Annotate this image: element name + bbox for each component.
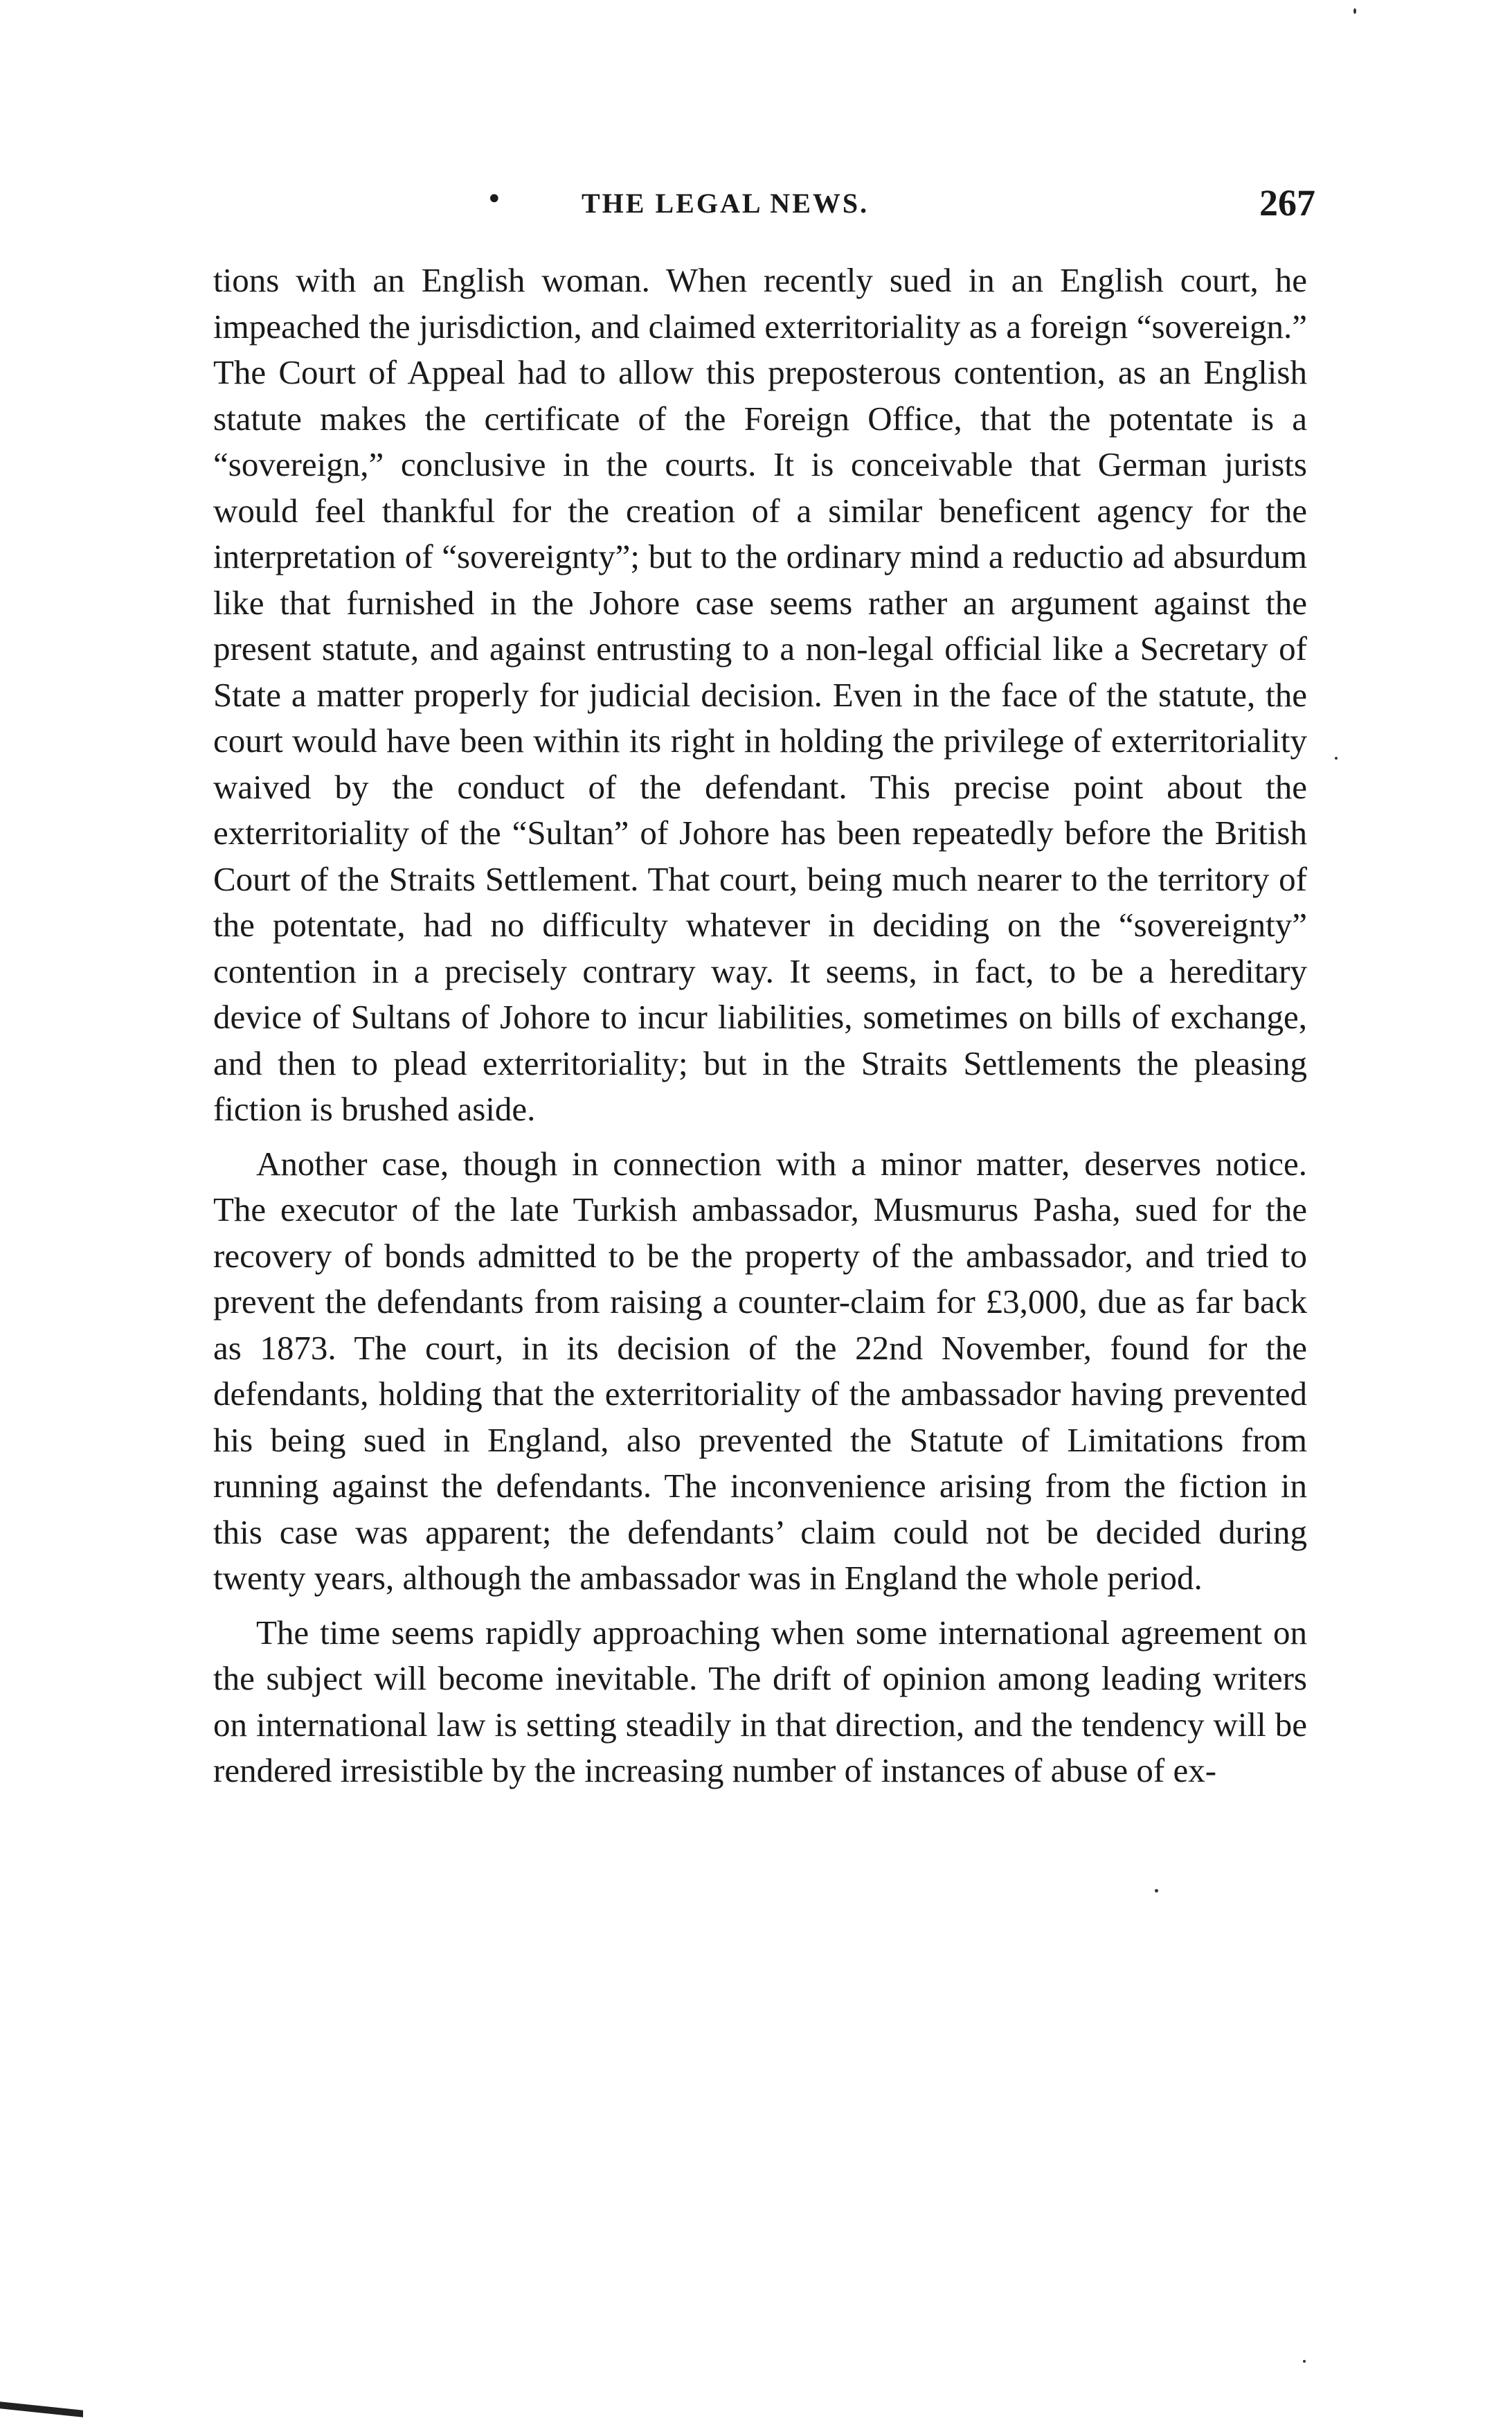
scan-speck (1155, 1889, 1158, 1892)
page-number: 267 (1259, 182, 1315, 224)
scan-speck (1303, 2360, 1306, 2363)
scan-edge-mark (0, 2383, 83, 2425)
header-bullet: • (486, 184, 503, 215)
scan-speck (1335, 757, 1338, 760)
paragraph-2: Another case, though in connection with a minor matter, deserves notice. The executor of the late Turkish ambassador, Musmurus Pasha, sued for the recovery of bonds admitted to be the property of the ambassador, and tried to prevent the defendants from raising a counter-claim for £3,000, due as far back as 1873. The court, in its decision of the 22nd November, found for the defendants, holding that the exterritoriality of the ambassador having prevented his being sued in England, also prevented the Statute of Limitations from running against the defendants. The inconvenience arising from the fiction in this case was apparent; the defendants’ claim could not be decided during twenty years, although the ambassador was in England the whole period. (213, 1144, 1307, 1597)
scan-speck (1353, 8, 1356, 14)
article-body (213, 258, 1307, 1794)
paragraph-3: The time seems rapidly approaching when some international agreement on the subject will become inevitable. The drift of opinion among leading writers on international law is setting steadily in that direction, and the tendency will be rendered irresistible by the increasing number of instances of abuse of ex- (213, 1613, 1307, 1789)
running-header (208, 181, 1315, 223)
journal-title: THE LEGAL NEWS. (582, 188, 870, 219)
paragraph-1: tions with an English woman. When recently sued in an English court, he impeached the jurisdiction, and claimed exterritoriality as a foreign “sovereign.” The Court of Appeal had to allow this preposterous contention, as an English statute makes the certificate of the Foreign Office, that the potentate is a “sovereign,” conclusive in the courts. It is conceivable that German jurists would feel thankful for the creation of a similar beneficent agency for the interpretation of “sovereignty”; but to the ordinary mind a reductio ad absurdum like that furnished in the Johore case seems rather an argument against the present statute, and against entrusting to a non-legal official like a Secretary of State a matter properly for judicial decision. Even in the face of the statute, the court would have been within its right in holding the privilege of exterritoriality waived by the conduct of the defendant. This precise point about the exterritoriality of the “Sultan” of Johore has been repeatedly before the British Court of the Straits Settlement. That court, being much nearer to the territory of the potentate, had no difficulty whatever in deciding on the “sovereignty” contention in a precisely contrary way. It seems, in fact, to be a hereditary device of Sultans of Johore to incur liabilities, sometimes on bills of exchange, and then to plead exterritoriality; but in the Straits Settlements the pleasing fiction is brushed aside. (213, 261, 1307, 1128)
